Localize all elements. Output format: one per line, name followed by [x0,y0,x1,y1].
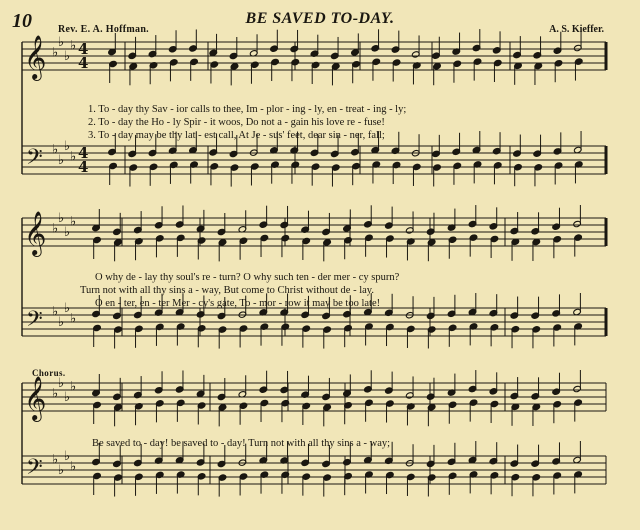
flat-sign: ♭ [64,449,71,464]
flat-sign: ♭ [70,311,77,327]
lyric-verse-1: 1. To - day thy Sav - ior calls to thee, Im - plor - ing - ly, en - treat - ing - ly; [88,104,407,115]
flat-sign: ♭ [64,225,71,240]
chorus-label: Chorus. [32,368,66,378]
flat-sign: ♭ [70,379,77,395]
flat-sign: ♭ [52,221,59,237]
hymn-title: BE SAVED TO-DAY. [245,10,395,27]
time-signature: 4 [78,40,89,58]
author-credit: Rev. E. A. Hoffman. [58,24,149,35]
flat-sign: ♭ [58,211,65,226]
time-signature: 4 [78,158,89,176]
flat-sign: ♭ [64,301,71,316]
flat-sign: ♭ [64,49,71,64]
time-signature: 4 [78,54,89,72]
bass-clef: 𝄢 [26,307,43,337]
treble-clef: 𝄞 [24,35,47,79]
flat-sign: ♭ [58,35,65,50]
treble-clef: 𝄞 [24,211,47,255]
flat-sign: ♭ [58,463,65,478]
flat-sign: ♭ [64,390,71,405]
composer-credit: A. S. Kieffer. [549,24,604,35]
flat-sign: ♭ [70,214,77,230]
flat-sign: ♭ [52,45,59,61]
page-number: 10 [12,10,32,32]
flat-sign: ♭ [70,459,77,475]
time-signature: 4 [78,144,89,162]
bass-clef: 𝄢 [26,145,43,175]
lyric-verse-2: 2. To - day the Ho - ly Spir - it woos, Do not a - gain his love re - fuse! [88,117,385,128]
flat-sign: ♭ [58,376,65,391]
treble-clef: 𝄞 [24,376,47,420]
lyric-chorus: Be saved to - day! be saved to - day! Turn not with all thy sins a - way; [92,438,391,449]
lyric-verse-3b: O en - ter, en - ter Mer - cy's gate, To - mor - row it may be too late! [95,298,381,309]
flat-sign: ♭ [52,452,59,468]
bass-clef: 𝄢 [26,455,43,485]
flat-sign: ♭ [52,386,59,402]
flat-sign: ♭ [70,149,77,165]
lyric-verse-1b: O why de - lay thy soul's re - turn? O why such ten - der mer - cy spurn? [95,272,400,283]
lyric-verse-2b: Turn not with all thy sins a - way, But come to Christ without de - lay. [80,285,374,296]
flat-sign: ♭ [58,315,65,330]
lyric-verse-3: 3. To - day may be thy lat - est call, At Je - sus' feet, dear sin - ner, fall; [88,130,385,141]
flat-sign: ♭ [52,142,59,158]
flat-sign: ♭ [64,139,71,154]
flat-sign: ♭ [70,38,77,54]
flat-sign: ♭ [58,153,65,168]
flat-sign: ♭ [52,304,59,320]
